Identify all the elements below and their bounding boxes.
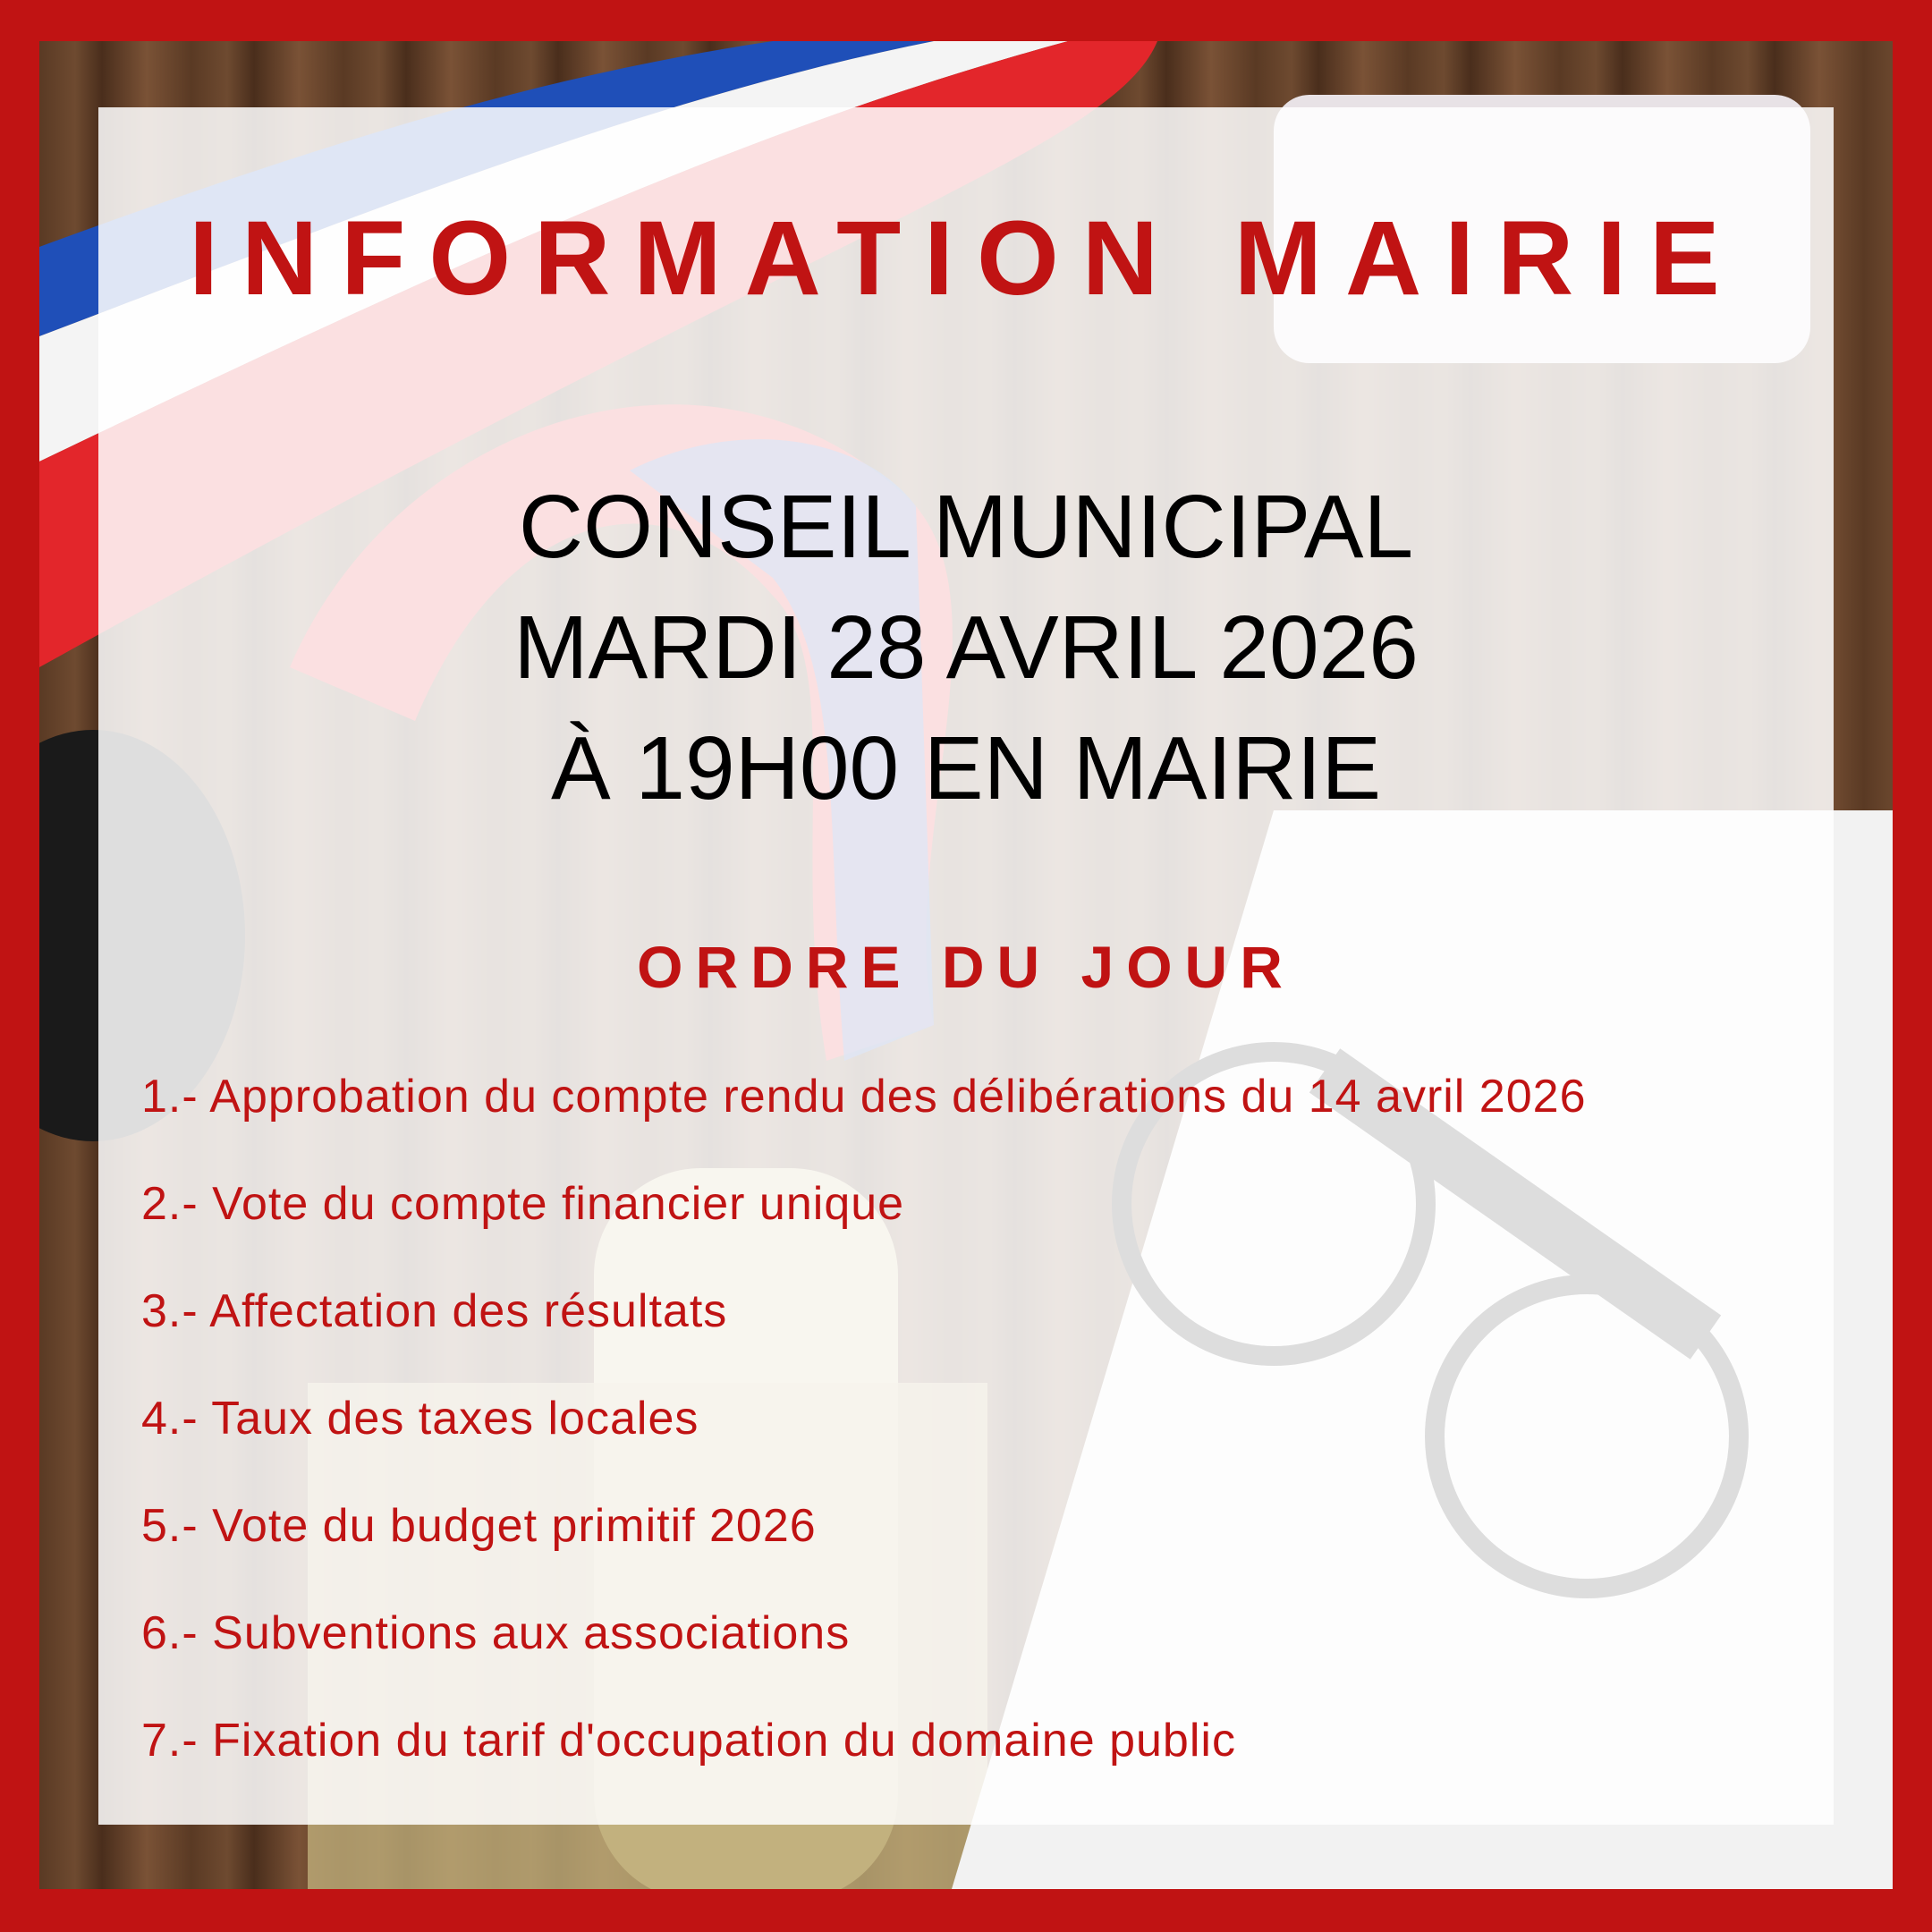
agenda-item: 6.- Subventions aux associations [141,1607,851,1659]
agenda-title: ORDRE DU JOUR [637,934,1295,1000]
agenda-item: 2.- Vote du compte financier unique [141,1178,905,1230]
meeting-time-place: À 19H00 EN MAIRIE [550,718,1382,818]
agenda-list [141,1070,1805,1821]
meeting-title: CONSEIL MUNICIPAL [518,477,1414,577]
page-title: INFORMATION MAIRIE [189,199,1743,318]
agenda-item: 4.- Taux des taxes locales [141,1393,699,1445]
agenda-item: 3.- Affectation des résultats [141,1285,728,1337]
agenda-item: 7.- Fixation du tarif d'occupation du domaine public [141,1715,1236,1767]
agenda-item: 1.- Approbation du compte rendu des délibérations du 14 avril 2026 [141,1071,1587,1123]
meeting-date: MARDI 28 AVRIL 2026 [513,597,1419,698]
agenda-item: 5.- Vote du budget primitif 2026 [141,1500,817,1552]
meeting-details [0,467,1932,829]
